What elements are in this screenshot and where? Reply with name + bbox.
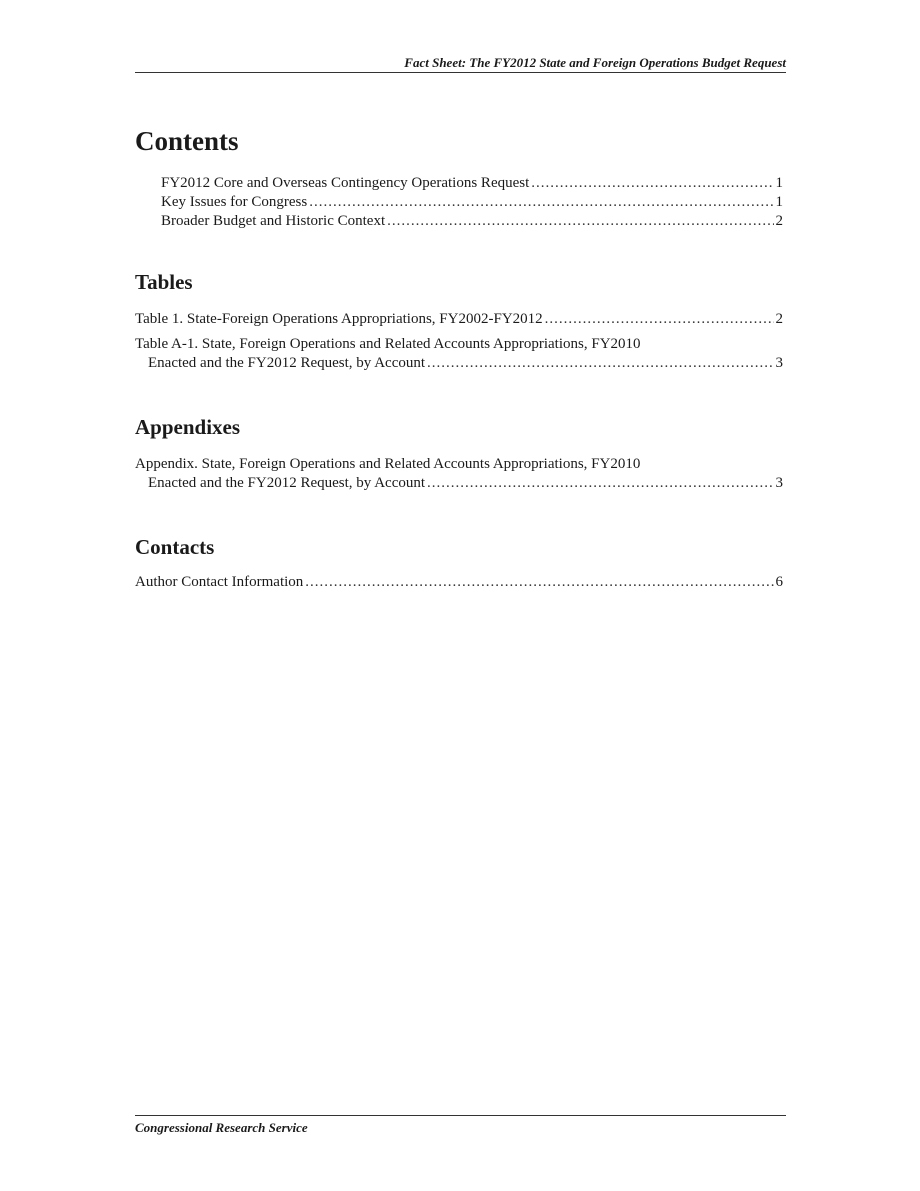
- toc-entry-title: Author Contact Information: [135, 574, 304, 590]
- toc-entry-author-contact[interactable]: [135, 573, 783, 592]
- toc-entry-title-line2-row: [135, 354, 783, 373]
- running-footer: Congressional Research Service: [135, 1120, 308, 1135]
- footer-rule: [135, 1115, 786, 1116]
- toc-entry-title: Broader Budget and Historic Context: [161, 213, 386, 229]
- appendixes-heading: Appendixes: [135, 415, 241, 439]
- toc-leader-dots: [387, 212, 773, 231]
- toc-leader-dots: [531, 174, 773, 193]
- toc-entry-page: 2: [775, 311, 783, 327]
- contents-heading: Contents: [135, 126, 239, 156]
- toc-entry-title: FY2012 Core and Overseas Contingency Operations Request: [161, 175, 530, 191]
- toc-entry-page: 2: [775, 213, 783, 229]
- toc-entry-page: 3: [775, 355, 783, 371]
- toc-entry-page: 3: [775, 475, 783, 491]
- toc-entry-page: 1: [775, 175, 783, 191]
- toc-entry-appendix[interactable]: [135, 455, 783, 493]
- toc-entry-table-a1[interactable]: [135, 335, 783, 373]
- toc-entry-key-issues[interactable]: [161, 193, 783, 212]
- toc-leader-dots: [545, 310, 774, 329]
- toc-leader-dots: [309, 193, 773, 212]
- toc-entry-title: Table 1. State-Foreign Operations Appropriations, FY2002-FY2012: [135, 311, 543, 327]
- toc-leader-dots: [427, 354, 773, 373]
- toc-entry-page: 1: [775, 194, 783, 210]
- toc-entry-table-1[interactable]: [135, 310, 783, 329]
- toc-entry-title-line2: Enacted and the FY2012 Request, by Account: [148, 475, 426, 491]
- toc-entry-core-oco-request[interactable]: [161, 174, 783, 193]
- toc-entry-page: 6: [775, 574, 783, 590]
- toc-entry-title-line2-row: [135, 474, 783, 493]
- running-header: Fact Sheet: The FY2012 State and Foreign Operations Budget Request: [404, 55, 786, 70]
- toc-entry-title: Key Issues for Congress: [161, 194, 308, 210]
- header-rule: [135, 72, 786, 73]
- toc-entry-title-line1: Appendix. State, Foreign Operations and Related Accounts Appropriations, FY2010: [135, 456, 641, 472]
- tables-heading: Tables: [135, 270, 193, 294]
- toc-leader-dots: [305, 573, 773, 592]
- contacts-heading: Contacts: [135, 535, 215, 559]
- toc-leader-dots: [427, 474, 773, 493]
- toc-entry-broader-context[interactable]: [161, 212, 783, 231]
- toc-entry-title-line2: Enacted and the FY2012 Request, by Account: [148, 355, 426, 371]
- toc-entry-title-line1: Table A-1. State, Foreign Operations and Related Accounts Appropriations, FY2010: [135, 336, 641, 352]
